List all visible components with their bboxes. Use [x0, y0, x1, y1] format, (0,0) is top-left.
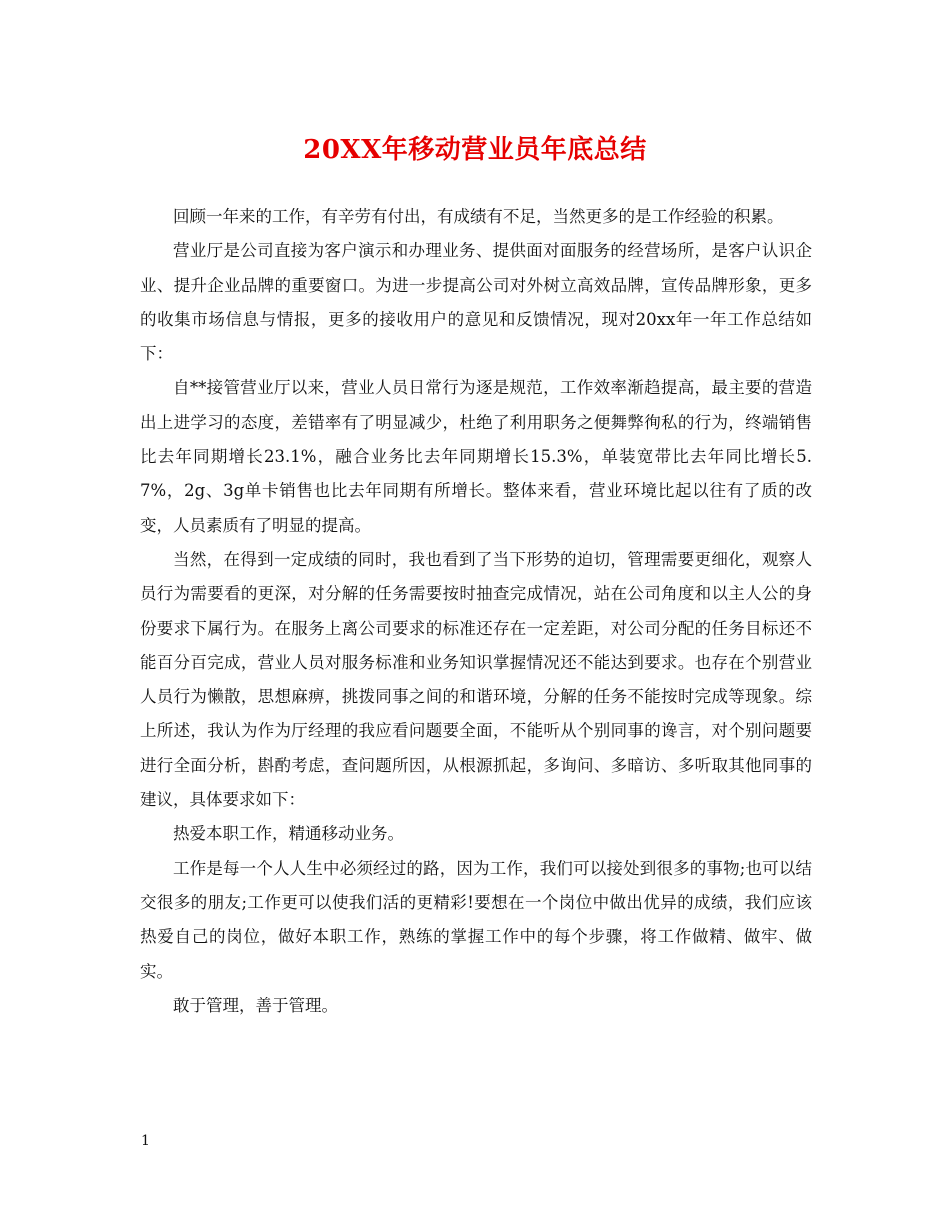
paragraph: 当然，在得到一定成绩的同时，我也看到了当下形势的迫切，管理需要更细化，观察人员行为需要看的更深，对分解的任务需要按时抽查完成情况，站在公司角度和以主人公的身份要求下属行为。在服务上离公司要求的标准还存在一定差距，对公司分配的任务目标还不能百分百完成，营业人员对服务标准和业务知识掌握情况还不能达到要求。也存在个别营业人员行为懒散，思想麻痹，挑拨同事之间的和谐环境，分解的任务不能按时完成等现象。综上所述，我认为作为厅经理的我应看问题要全面，不能听从个别同事的谗言，对个别问题要进行全面分析，斟酌考虑，查问题所因，从根源抓起，多询问、多暗访、多听取其他同事的建议，具体要求如下： — [140, 549, 812, 810]
paragraph: 敢于管理，善于管理。 — [173, 995, 338, 1015]
paragraph: 回顾一年来的工作，有辛劳有付出，有成绩有不足，当然更多的是工作经验的积累。 — [173, 207, 784, 226]
paragraph: 工作是每一个人人生中必须经过的路，因为工作，我们可以接处到很多的事物;也可以结交很多的朋友;工作更可以使我们活的更精彩!要想在一个岗位中做出优异的成绩，我们应该热爱自己的岗位，做好本职工作，熟练的掌握工作中的每个步骤，将工作做精、做牢、做实。 — [140, 858, 812, 981]
document-body — [140, 200, 812, 1023]
paragraph: 自**接管营业厅以来，营业人员日常行为逐是规范，工作效率渐趋提高，最主要的营造出上进学习的态度，差错率有了明显减少，杜绝了利用职务之便舞弊徇私的行为，终端销售比去年同期增长23.1%，融合业务比去年同期增长15.3%，单装宽带比去年同比增长5.7%，2g、3g单卡销售也比去年同期有所增长。整体来看，营业环境比起以往有了质的改变，人员素质有了明显的提高。 — [140, 378, 812, 535]
document-title: 20XX年移动营业员年底总结 — [303, 135, 647, 165]
paragraph: 营业厅是公司直接为客户演示和办理业务、提供面对面服务的经营场所，是客户认识企业、提升企业品牌的重要窗口。为进一步提高公司对外树立高效品牌，宣传品牌形象，更多的收集市场信息与情报，更多的接收用户的意见和反馈情况，现对20xx年一年工作总结如下： — [140, 241, 812, 364]
paragraph: 热爱本职工作，精通移动业务。 — [173, 824, 404, 844]
page-number: 1 — [141, 1133, 150, 1149]
